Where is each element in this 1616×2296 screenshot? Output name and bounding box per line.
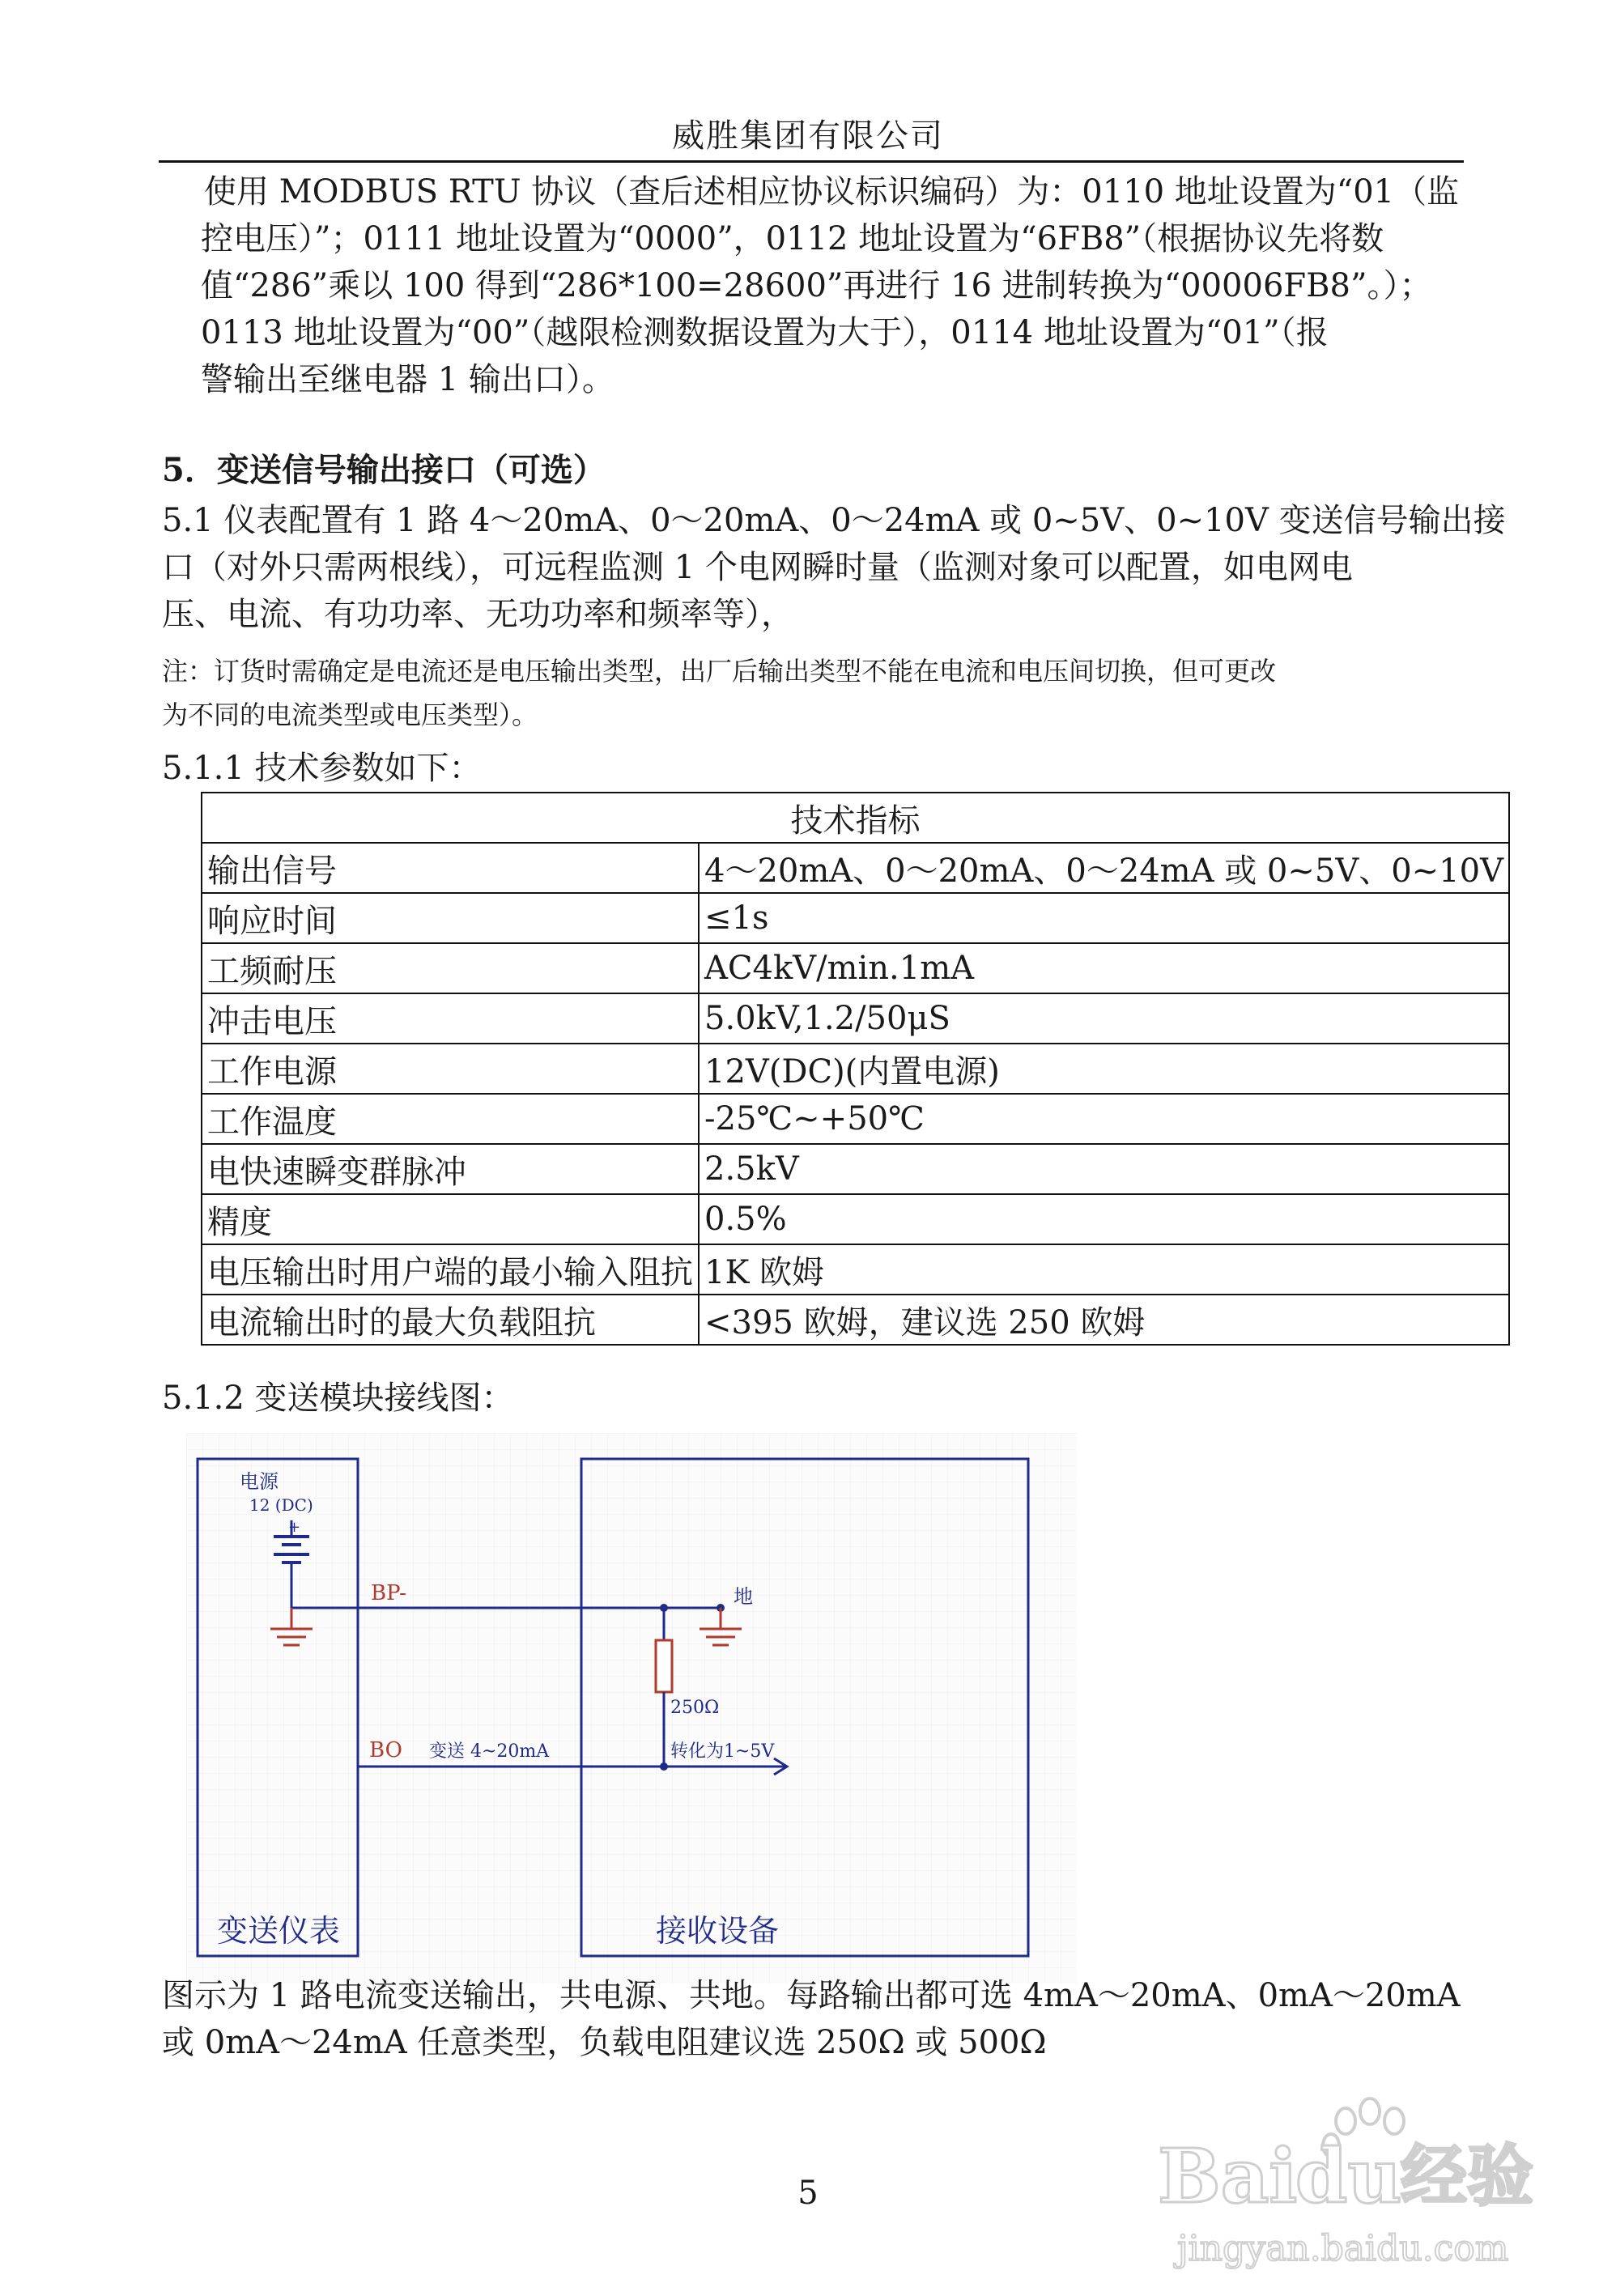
caption-line: 图示为 1 路电流变送输出，共电源、共地。每路输出都可选 4mA～20mA、0mA～20mA	[162, 1977, 1461, 2014]
spec-key: 电压输出时用户端的最小输入阻抗	[202, 1244, 699, 1295]
diagram-grid	[186, 1433, 1077, 1983]
section-line: 5.1 仪表配置有 1 路 4～20mA、0～20mA、0～24mA 或 0~5V、0~10V 变送信号输出接	[162, 502, 1506, 539]
spec-value: 0.5%	[699, 1194, 1509, 1244]
spec-key: 电快速瞬变群脉冲	[202, 1144, 699, 1194]
table-header: 技术指标	[202, 793, 1509, 843]
spec-value: 4～20mA、0～20mA、0～24mA 或 0~5V、0~10V	[699, 843, 1509, 893]
spec-value: ≤1s	[699, 893, 1509, 943]
table-row	[202, 1144, 1509, 1194]
intro-line: 0113 地址设置为“00”（越限检测数据设置为大于），0114 地址设置为“01”（报	[201, 314, 1329, 351]
spec-key: 工频耐压	[202, 943, 699, 993]
tech-spec-table	[201, 792, 1510, 1346]
spec-key: 冲击电压	[202, 993, 699, 1044]
spec-key: 响应时间	[202, 893, 699, 943]
resistor-icon	[656, 1640, 672, 1692]
spec-key: 工作温度	[202, 1094, 699, 1144]
intro-line: 控电压）”；0111 地址设置为“0000”，0112 地址设置为“6FB8”（根据协议先将数	[201, 220, 1384, 257]
note-line: 为不同的电流类型或电压类型）。	[162, 699, 538, 730]
document-header: 威胜集团有限公司	[672, 117, 944, 155]
bo-label: BO	[369, 1738, 402, 1762]
order-note	[162, 649, 1433, 737]
spec-key: 工作电源	[202, 1044, 699, 1094]
section-line: 压、电流、有功功率、无功功率和频率等），	[162, 596, 793, 633]
table-row	[202, 843, 1509, 893]
watermark-url: jingyan.baidu.com	[1177, 2228, 1509, 2269]
table-row	[202, 993, 1509, 1044]
wiring-diagram	[186, 1433, 1077, 1983]
note-line: 注：订货时需确定是电流还是电压输出类型，出厂后输出类型不能在电流和电压间切换，但可更改	[162, 656, 1277, 687]
table-row	[202, 1244, 1509, 1295]
spec-value: 5.0kV,1.2/50μS	[699, 993, 1509, 1044]
spec-value: <395 欧姆，建议选 250 欧姆	[699, 1295, 1509, 1345]
section-5-1-paragraph	[162, 497, 1506, 638]
wiring-diagram-label: 5.1.2 变送模块接线图：	[162, 1380, 514, 1417]
spec-value: 2.5kV	[699, 1144, 1509, 1194]
receiver-label: 接收设备	[656, 1913, 780, 1949]
table-row	[202, 943, 1509, 993]
baidu-jingyan-watermark	[1158, 2089, 1579, 2275]
current-label: 变送 4~20mA	[429, 1741, 550, 1762]
resistor-label: 250Ω	[670, 1698, 720, 1718]
bo-junction	[660, 1762, 668, 1771]
table-header-row	[202, 793, 1509, 843]
bp-label: BP-	[371, 1581, 406, 1605]
power-polarity-plus: +	[288, 1519, 301, 1536]
ground-label: 地	[734, 1585, 753, 1608]
section-heading: 5．变送信号输出接口（可选）	[162, 451, 606, 489]
spec-key: 精度	[202, 1194, 699, 1244]
watermark-logo	[1158, 2089, 1579, 2275]
table-row	[202, 1044, 1509, 1094]
intro-line: 值“286”乘以 100 得到“286*100=28600”再进行 16 进制转换为“00006FB8”。）；	[201, 267, 1432, 304]
tech-params-label: 5.1.1 技术参数如下：	[162, 750, 482, 787]
caption-line: 或 0mA～24mA 任意类型，负载电阻建议选 250Ω 或 500Ω	[162, 2024, 1047, 2061]
section-line: 口（对外只需两根线），可远程监测 1 个电网瞬时量（监测对象可以配置，如电网电	[162, 549, 1353, 586]
convert-label: 转化为1~5V	[670, 1741, 775, 1762]
spec-value: 12V(DC)(内置电源)	[699, 1044, 1509, 1094]
spec-key: 输出信号	[202, 843, 699, 893]
spec-value: AC4kV/min.1mA	[699, 943, 1509, 993]
intro-line: 警输出至继电器 1 输出口）。	[201, 361, 615, 398]
table-row	[202, 1094, 1509, 1144]
diagram-caption	[162, 1972, 1461, 2066]
spec-key: 电流输出时的最大负载阻抗	[202, 1295, 699, 1345]
page-number: 5	[797, 2175, 819, 2212]
transmitter-label: 变送仪表	[217, 1913, 341, 1949]
header-rule	[159, 160, 1464, 163]
power-label: 电源	[240, 1470, 279, 1493]
spec-value: -25℃~+50℃	[699, 1094, 1509, 1144]
table-row	[202, 1194, 1509, 1244]
intro-line: 使用 MODBUS RTU 协议（查后述相应协议标识编码）为：0110 地址设置为“01（监	[204, 173, 1460, 210]
watermark-product: 经验	[1401, 2137, 1534, 2215]
table-row	[202, 893, 1509, 943]
watermark-brand-2: du	[1295, 2132, 1402, 2220]
power-voltage-label: 12 (DC)	[249, 1495, 313, 1515]
spec-value: 1K 欧姆	[699, 1244, 1509, 1295]
intro-paragraph	[162, 168, 1460, 403]
table-row	[202, 1295, 1509, 1345]
watermark-brand: Bai	[1158, 2132, 1298, 2220]
